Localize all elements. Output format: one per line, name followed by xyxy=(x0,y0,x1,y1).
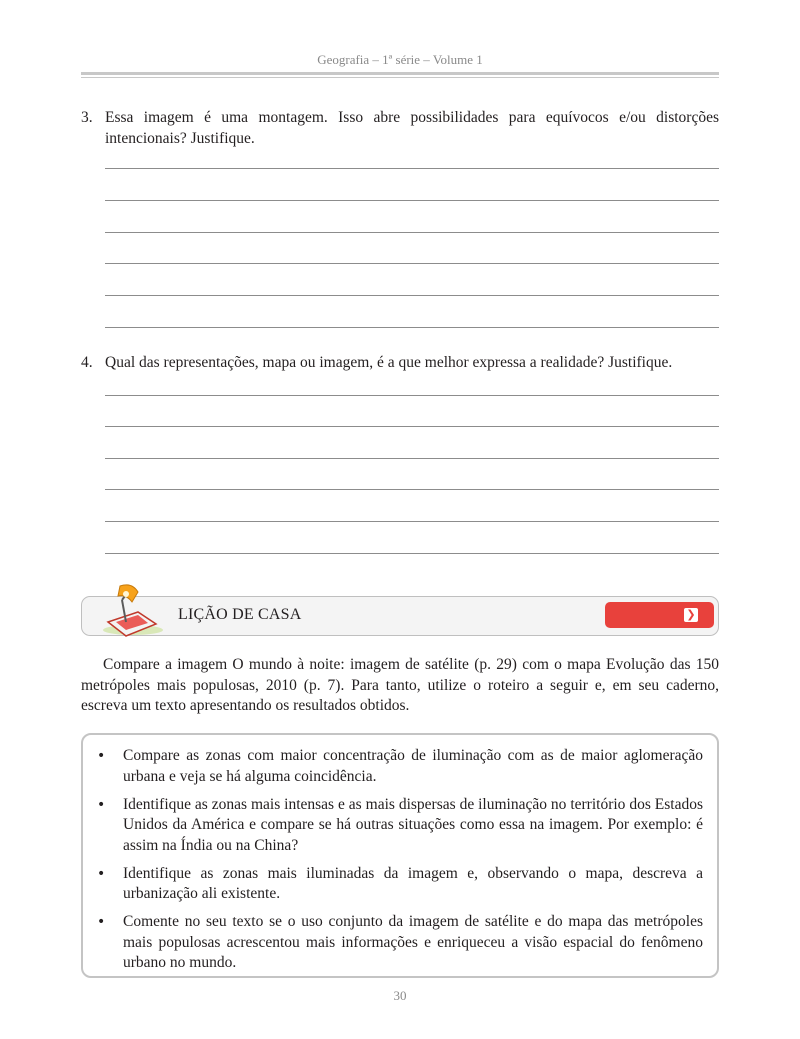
answer-line[interactable] xyxy=(105,168,719,169)
answer-line[interactable] xyxy=(105,327,719,328)
bullet-icon: • xyxy=(97,865,106,882)
answer-line[interactable] xyxy=(105,553,719,554)
answer-line[interactable] xyxy=(105,232,719,233)
list-item-text: Identifique as zonas mais intensas e as mais dispersas de iluminação no território dos Estados Unidos da América e compare se há outras situações como essa na imagem. Por exemplo: é assim na Índia ou na China? xyxy=(123,795,703,854)
answer-line[interactable] xyxy=(105,200,719,201)
chevron-right-icon[interactable]: ❯ xyxy=(684,608,698,622)
answer-line[interactable] xyxy=(105,426,719,427)
question-3 xyxy=(81,107,719,149)
answer-line[interactable] xyxy=(105,458,719,459)
list-item-text: Identifique as zonas mais iluminadas da imagem e, observando o mapa, descreva a urbanização ali existente. xyxy=(123,864,703,902)
header-title: Geografia – 1ª série – Volume 1 xyxy=(317,52,483,67)
bullet-icon: • xyxy=(97,914,106,930)
list-item-text: Compare as zonas com maior concentração de iluminação com as de maior aglomeração urbana e veja se há alguma coincidência. xyxy=(123,747,703,785)
list-item-text: Comente no seu texto se o uso conjunto da imagem de satélite e do mapa das metrópoles mais populosas acrescentou mais informações e enriqueceu a visão espacial do fenômeno urbano no mundo. xyxy=(123,913,703,971)
header-rule-thin xyxy=(81,77,719,78)
list-item xyxy=(97,912,703,974)
bullet-icon: • xyxy=(97,748,106,764)
question-text: Essa imagem é uma montagem. Isso abre possibilidades para equívocos e/ou distorções intencionais? Justifique. xyxy=(105,109,719,147)
question-4 xyxy=(81,352,719,373)
answer-line[interactable] xyxy=(105,489,719,490)
page-number: 30 xyxy=(393,988,407,1003)
desk-lamp-icon xyxy=(98,582,168,638)
list-item xyxy=(97,864,703,905)
homework-paragraph: Compare a imagem O mundo à noite: imagem de satélite (p. 29) com o mapa Evolução das 150 metrópoles mais populosas, 2010 (p. 7). Para tanto, utilize o roteiro a seguir e, em seu caderno, escreva um texto apresentando os resultados obtidos. xyxy=(81,656,719,714)
header-rule-thick xyxy=(81,72,719,75)
homework-title: LIÇÃO DE CASA xyxy=(178,606,302,623)
question-number: 3. xyxy=(81,109,93,126)
answer-line[interactable] xyxy=(105,395,719,396)
question-number: 4. xyxy=(81,354,93,371)
answer-line[interactable] xyxy=(105,521,719,522)
question-text: Qual das representações, mapa ou imagem, é a que melhor expressa a realidade? Justifique. xyxy=(105,354,673,371)
list-item xyxy=(97,746,703,787)
instructions-list xyxy=(97,746,703,981)
answer-line[interactable] xyxy=(105,295,719,296)
bullet-icon: • xyxy=(97,796,106,813)
answer-line[interactable] xyxy=(105,263,719,264)
list-item xyxy=(97,795,703,857)
